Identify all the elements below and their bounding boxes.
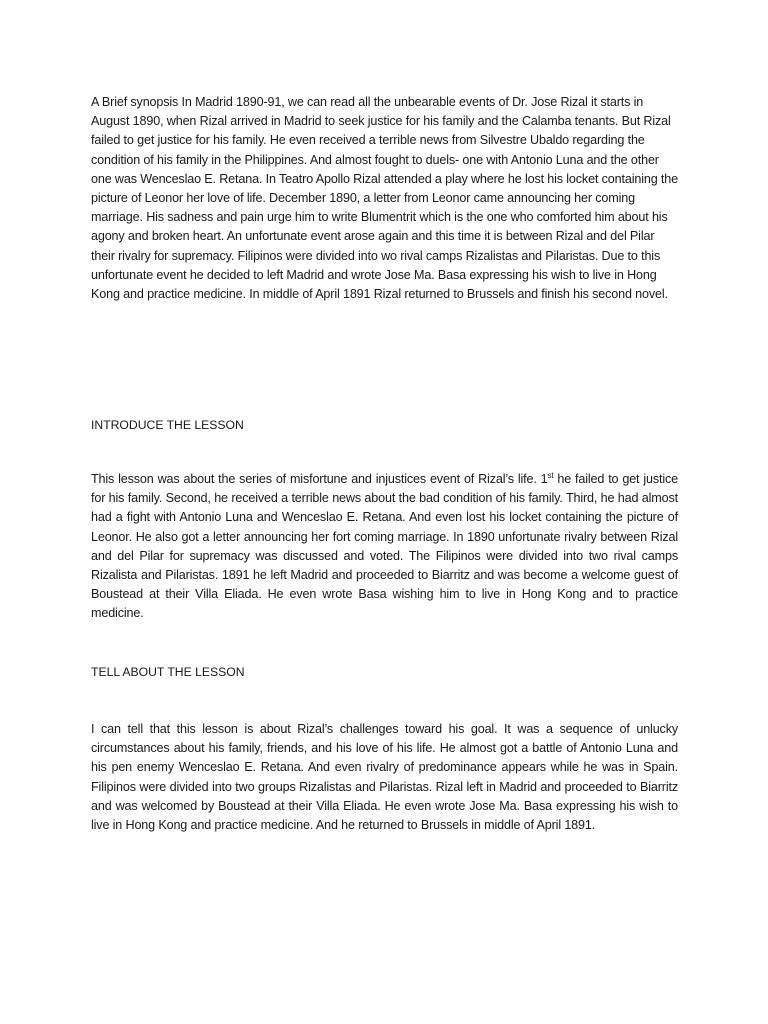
introduce-lesson-paragraph [91, 470, 678, 624]
tell-lesson-paragraph: I can tell that this lesson is about Rizal’s challenges toward his goal. It was a sequence of unlucky circumstances about his family, friends, and his love of his life. He almost got a battle of Antonio Luna and his pen enemy Wenceslao E. Retana. And even rivalry of predominance appears while he was in Spain. Filipinos were divided into two groups Rizalistas and Pilaristas. Rizal left in Madrid and proceeded to Biarritz and was welcomed by Boustead at their Villa Eliada. He even wrote Jose Ma. Basa expressing his wish to live in Hong Kong and practice medicine. And he returned to Brussels in middle of April 1891. [91, 722, 678, 833]
introduce-lesson-heading: INTRODUCE THE LESSON [91, 418, 244, 432]
tell-lesson-heading: TELL ABOUT THE LESSON [91, 665, 245, 679]
introduce-text-start: This lesson was about the series of misfortune and injustices event of Rizal’s life. 1 [91, 472, 548, 486]
introduce-text-rest: he failed to get justice for his family. Second, he received a terrible news about the bad condition of his family. Third, he had almost had a fight with Antonio Luna and Wenceslao E. Retana. And even lost his locket containing the picture of Leonor. He also got a letter announcing her fort coming marriage. In 1890 unfortunate rivalry between Rizal and del Pilar for supremacy was discussed and voted. The Filipinos were divided into two rival camps Rizalista and Pilaristas. 1891 he left Madrid and proceeded to Biarritz and was become a welcome guest of Boustead at their Villa Eliada. He even wrote Basa wishing him to live in Hong Kong and to practice medicine. [91, 472, 678, 621]
ordinal-superscript: st [547, 470, 554, 480]
synopsis-paragraph: A Brief synopsis In Madrid 1890-91, we can read all the unbearable events of Dr. Jose Rizal it starts in August 1890, when Rizal arrived in Madrid to seek justice for his family and the Calamba tenants. But Rizal failed to get justice for his family. He even received a terrible news from Silvestre Ubaldo regarding the condition of his family in the Philippines. And almost fought to duels- one with Antonio Luna and the other one was Wenceslao E. Retana. In Teatro Apollo Rizal attended a play where he lost his locket containing the picture of Leonor her love of life. December 1890, a letter from Leonor came announcing her coming marriage. His sadness and pain urge him to write Blumentrit which is the one who comforted him about his agony and broken heart. An unfortunate event arose again and this time it is between Rizal and del Pilar their rivalry for supremacy. Filipinos were divided into wo rival camps Rizalistas and Pilaristas. Due to this unfortunate event he decided to left Madrid and wrote Jose Ma. Basa expressing his wish to live in Hong Kong and practice medicine. In middle of April 1891 Rizal returned to Brussels and finish his second novel. [91, 95, 678, 302]
